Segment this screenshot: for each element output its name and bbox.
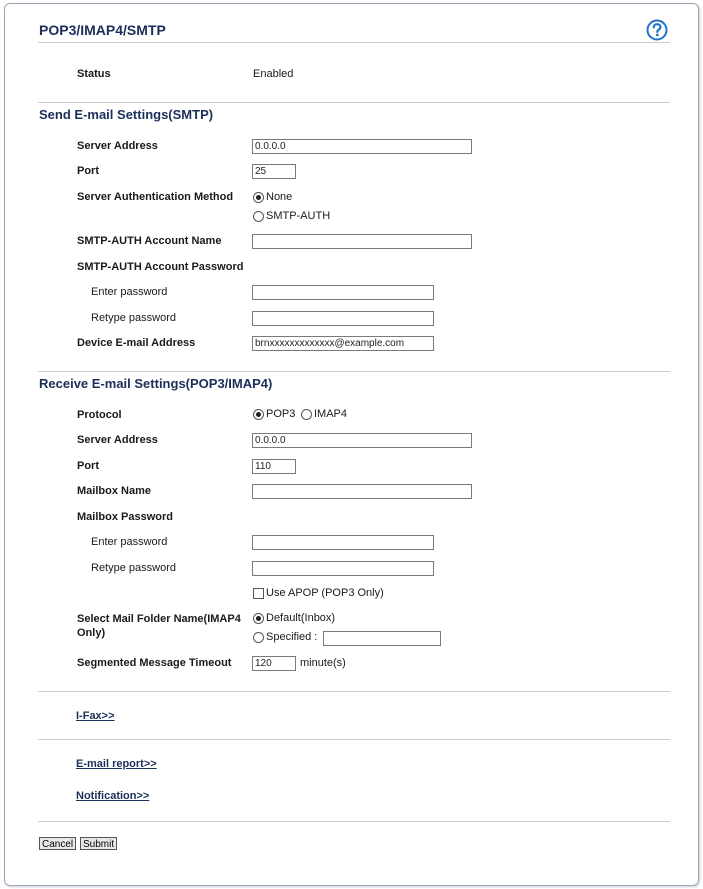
- mailbox-enter-password-input[interactable]: [252, 535, 434, 550]
- folder-specified-radio[interactable]: [253, 631, 317, 643]
- notification-link[interactable]: Notification>>: [76, 790, 150, 802]
- apop-checkbox[interactable]: [253, 587, 384, 599]
- receive-heading: Receive E-mail Settings(POP3/IMAP4): [39, 376, 273, 391]
- divider: [38, 371, 670, 372]
- divider: [38, 739, 670, 740]
- timeout-input[interactable]: [252, 656, 296, 671]
- divider: [38, 102, 670, 103]
- radio-selected-icon: [253, 613, 264, 624]
- auth-none-label: None: [266, 191, 293, 203]
- protocol-imap4-label: IMAP4: [314, 408, 348, 420]
- mailbox-name-label: Mailbox Name: [77, 485, 151, 497]
- radio-unselected-icon: [253, 632, 264, 643]
- timeout-unit: minute(s): [300, 657, 346, 669]
- protocol-pop3-radio[interactable]: [253, 408, 295, 420]
- divider: [38, 821, 670, 822]
- smtp-enter-password-input[interactable]: [252, 285, 434, 300]
- receive-port-input[interactable]: [252, 459, 296, 474]
- folder-specified-label: Specified :: [266, 631, 318, 643]
- smtp-server-address-input[interactable]: [252, 139, 472, 154]
- help-icon[interactable]: [646, 19, 666, 39]
- apop-label: Use APOP (POP3 Only): [266, 587, 384, 599]
- smtp-auth-method-label: Server Authentication Method: [77, 191, 234, 203]
- radio-selected-icon: [253, 192, 264, 203]
- mailbox-password-label: Mailbox Password: [77, 511, 173, 523]
- specified-folder-input[interactable]: [323, 631, 441, 646]
- auth-none-radio[interactable]: [253, 191, 292, 203]
- smtp-retype-password-label: Retype password: [91, 312, 176, 324]
- smtp-account-name-label: SMTP-AUTH Account Name: [77, 235, 222, 247]
- folder-default-radio[interactable]: [253, 612, 335, 624]
- smtp-port-input[interactable]: [252, 164, 296, 179]
- smtp-account-password-label: SMTP-AUTH Account Password: [77, 261, 244, 273]
- radio-unselected-icon: [253, 211, 264, 222]
- smtp-port-label: Port: [77, 165, 99, 177]
- mailbox-retype-password-input[interactable]: [252, 561, 434, 576]
- status-value: Enabled: [253, 68, 294, 80]
- status-label: Status: [77, 68, 111, 80]
- email-report-link[interactable]: E-mail report>>: [76, 758, 157, 770]
- divider: [38, 691, 670, 692]
- radio-selected-icon: [253, 409, 264, 420]
- mailbox-retype-password-label: Retype password: [91, 562, 176, 574]
- folder-label: [77, 613, 241, 639]
- smtp-account-name-input[interactable]: [252, 234, 472, 249]
- smtp-enter-password-label: Enter password: [91, 286, 168, 298]
- folder-label-line1: Select Mail Folder Name(IMAP4: [77, 613, 241, 625]
- checkbox-unchecked-icon: [253, 588, 264, 599]
- submit-button[interactable]: Submit: [80, 837, 117, 850]
- timeout-label: Segmented Message Timeout: [77, 657, 232, 669]
- protocol-pop3-label: POP3: [266, 408, 296, 420]
- smtp-heading: Send E-mail Settings(SMTP): [39, 107, 214, 122]
- mailbox-name-input[interactable]: [252, 484, 472, 499]
- device-email-label: Device E-mail Address: [77, 337, 196, 349]
- smtp-retype-password-input[interactable]: [252, 311, 434, 326]
- page-title: POP3/IMAP4/SMTP: [39, 22, 166, 38]
- mailbox-enter-password-label: Enter password: [91, 536, 168, 548]
- auth-smtp-auth-radio[interactable]: [253, 210, 330, 222]
- protocol-imap4-radio[interactable]: [301, 408, 347, 420]
- folder-default-label: Default(Inbox): [266, 612, 336, 624]
- folder-label-line2: Only): [77, 627, 106, 639]
- ifax-link[interactable]: I-Fax>>: [76, 710, 115, 722]
- receive-server-address-input[interactable]: [252, 433, 472, 448]
- receive-port-label: Port: [77, 460, 99, 472]
- receive-server-address-label: Server Address: [77, 434, 158, 446]
- divider: [38, 42, 670, 43]
- protocol-label: Protocol: [77, 409, 122, 421]
- device-email-input[interactable]: [252, 336, 434, 351]
- auth-smtp-auth-label: SMTP-AUTH: [266, 210, 331, 222]
- smtp-server-address-label: Server Address: [77, 140, 158, 152]
- radio-unselected-icon: [301, 409, 312, 420]
- cancel-button[interactable]: Cancel: [39, 837, 76, 850]
